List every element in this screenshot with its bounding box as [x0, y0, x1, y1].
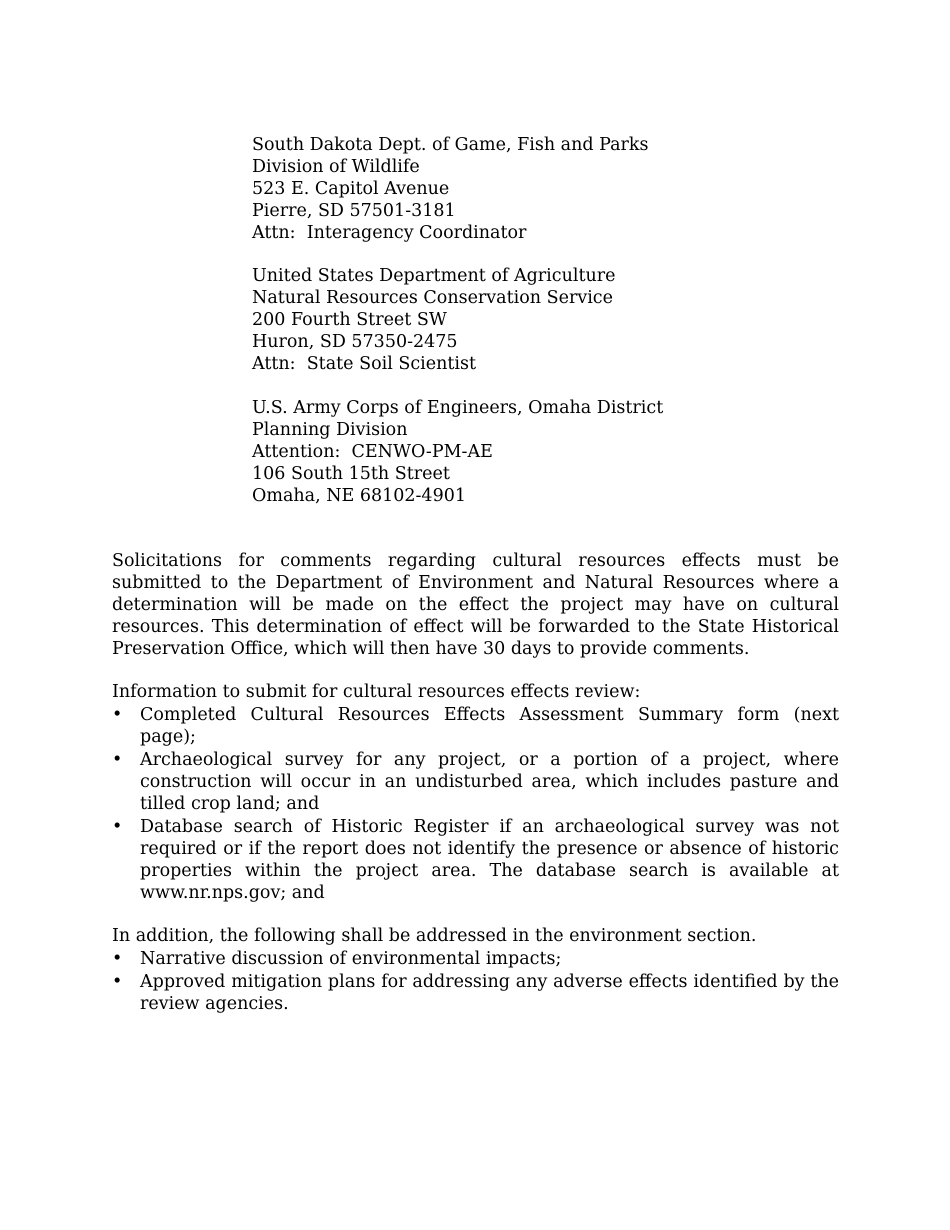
address-line: 200 Fourth Street SW — [252, 310, 447, 330]
address-line: Planning Division — [252, 420, 408, 440]
list-item-text: Completed Cultural Resources Effects Assessment Summary form (next page); — [140, 705, 839, 747]
bullet-icon: • — [112, 705, 123, 725]
bullet-icon: • — [112, 817, 123, 837]
list-item — [112, 948, 839, 970]
address-line: Huron, SD 57350-2475 — [252, 332, 458, 352]
address-line: Pierre, SD 57501-3181 — [252, 201, 456, 221]
cultural-review-intro: Information to submit for cultural resources effects review: — [112, 682, 641, 702]
address-line: 523 E. Capitol Avenue — [252, 179, 450, 199]
bullet-icon: • — [112, 972, 123, 992]
list-item-text: Database search of Historic Register if an archaeological survey was not required or if the report does not identify the presence or absence of historic properties within the project area. The database search is available at www.nr.nps.gov; and — [140, 817, 839, 903]
address-line: Attn: Interagency Coordinator — [252, 223, 527, 243]
address-line: 106 South 15th Street — [252, 464, 450, 484]
address-line: Omaha, NE 68102-4901 — [252, 486, 466, 506]
cultural-review-list — [112, 704, 839, 904]
list-item — [112, 816, 839, 904]
address-line: U.S. Army Corps of Engineers, Omaha District — [252, 398, 664, 418]
address-line: United States Department of Agriculture — [252, 266, 616, 286]
environment-intro: In addition, the following shall be addressed in the environment section. — [112, 926, 757, 946]
address-line: Natural Resources Conservation Service — [252, 288, 613, 308]
list-item-text: Approved mitigation plans for addressing any adverse effects identified by the review agencies. — [140, 972, 839, 1014]
address-line: Attention: CENWO-PM-AE — [252, 442, 493, 462]
bullet-icon: • — [112, 750, 123, 770]
list-item — [112, 704, 839, 748]
list-item — [112, 749, 839, 815]
environment-section — [112, 925, 839, 1015]
address-line: South Dakota Dept. of Game, Fish and Parks — [252, 135, 649, 155]
solicitation-paragraph: Solicitations for comments regarding cultural resources effects must be submitted to the Department of Environment and Natural Resources where a determination will be made on the effect the project may have on cultural resources. This determination of effect will be forwarded to the State Historical Preservation Office, which will then have 30 days to provide comments. — [112, 551, 839, 659]
address-usda-nrcs — [252, 265, 812, 375]
list-item-text: Narrative discussion of environmental impacts; — [140, 949, 562, 969]
list-item-text: Archaeological survey for any project, or a portion of a project, where construction will occur in an undisturbed area, which includes pasture and tilled crop land; and — [140, 750, 839, 814]
address-sd-game-fish-parks — [252, 134, 812, 244]
list-item — [112, 971, 839, 1015]
address-army-corps-engineers — [252, 397, 812, 507]
address-line: Division of Wildlife — [252, 157, 420, 177]
solicitation-section — [112, 550, 839, 660]
cultural-review-section — [112, 681, 839, 904]
environment-list — [112, 948, 839, 1015]
bullet-icon: • — [112, 949, 123, 969]
address-line: Attn: State Soil Scientist — [252, 354, 477, 374]
